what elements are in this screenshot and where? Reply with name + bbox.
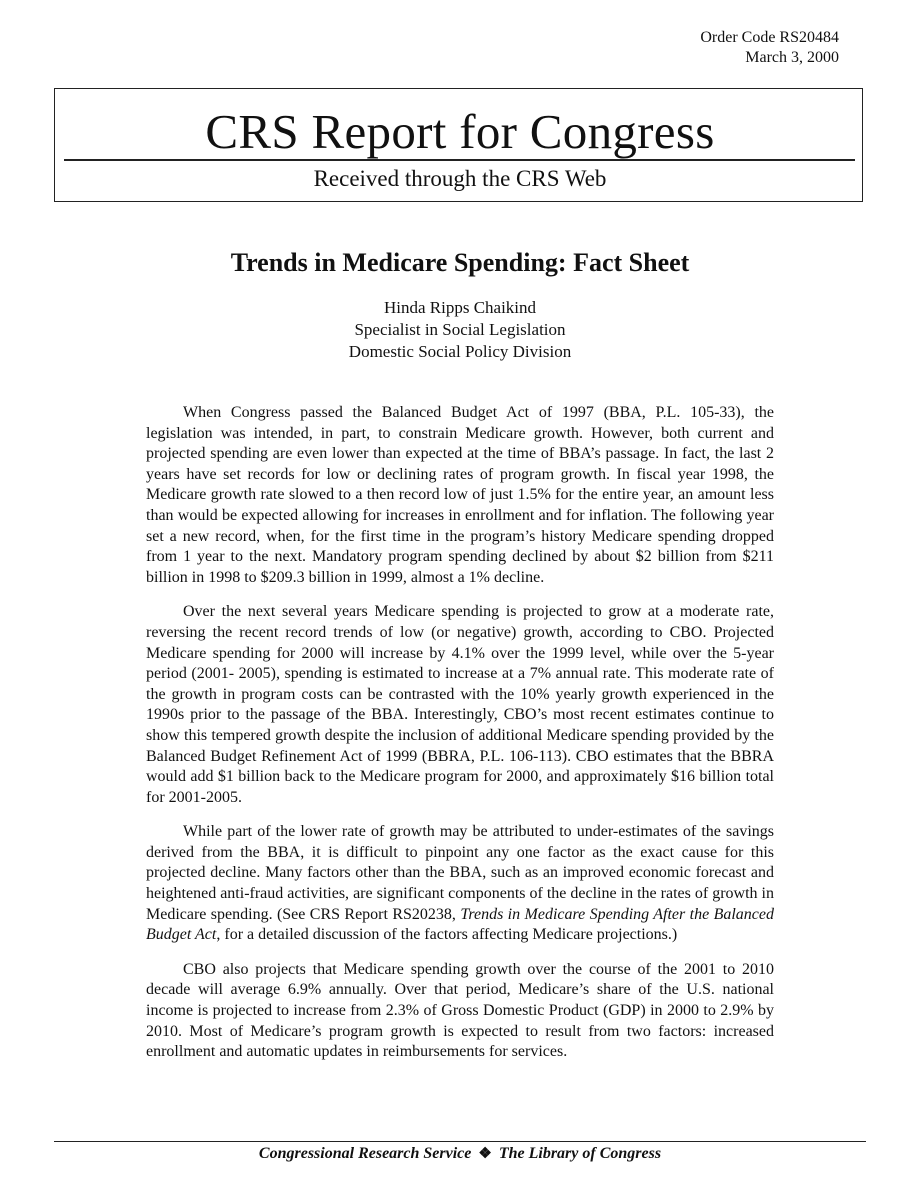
footer-left-text: Congressional Research Service [258,1145,472,1162]
paragraph-4: CBO also projects that Medicare spending growth over the course of the 2001 to 2010 decade will average 6.9% annually. Over that period, Medicare’s share of the U.S. national income is projected to increase from 2.3% of Gross Domestic Product (GDP) in 2000 to 2.9% by 2010. Most of Medicare’s program growth is expected to result from two factors: increased enrollment and automatic updates in reimbursements for services. [146,960,774,1061]
diamond-ornament-icon: ❖ [478,1146,492,1162]
author-title: Specialist in Social Legislation [354,320,566,339]
author-block [0,297,920,363]
document-body [146,403,774,1077]
document-title: Trends in Medicare Spending: Fact Sheet [230,248,690,277]
report-banner-subtitle: Received through the CRS Web [313,166,607,191]
paragraph-3-text-start: While part of the lower rate of growth may be attributed to under-estimates of the savings derived from the BBA, it is difficult to pinpoint any one factor as the exact cause for this projected decline. Many factors other than the BBA, such as an improved economic forecast and heightened anti-fraud activities, are significant components of the decline in the rates of growth in Medicare spending. (See CRS Report RS20238, [146,823,774,923]
report-date: March 3, 2000 [745,49,839,66]
cited-report-title: Trends in Medicare Spending After the Balanced Budget Act [146,905,775,944]
report-banner-title: CRS Report for Congress [205,104,715,159]
paragraph-3 [146,822,774,946]
page-footer [0,1143,920,1165]
footer-divider [54,1141,866,1142]
author-division: Domestic Social Policy Division [348,342,572,361]
paragraph-1: When Congress passed the Balanced Budget Act of 1997 (BBA, P.L. 105-33), the legislation was intended, in part, to constrain Medicare growth. However, both current and projected spending are even lower than expected at the time of BBA’s passage. In fact, the last 2 years have set records for low or declining rates of program growth. In fiscal year 1998, the Medicare growth rate slowed to a then record low of just 1.5% for the entire year, an amount less than would be expected allowing for increases in enrollment and for inflation. The following year set a new record, when, for the first time in the program’s history Medicare spending dropped from 1 year to the next. Mandatory program spending declined by about $2 billion from $211 billion in 1998 to $209.3 billion in 1999, almost a 1% decline. [146,404,774,586]
author-name: Hinda Ripps Chaikind [383,298,537,317]
order-info [700,28,839,68]
footer-right-text: The Library of Congress [498,1145,662,1162]
banner-divider [64,159,855,161]
order-code: Order Code RS20484 [700,29,839,46]
paragraph-3-text-end: , for a detailed discussion of the factors affecting Medicare projections.) [216,926,678,944]
paragraph-2: Over the next several years Medicare spending is projected to grow at a moderate rate, reversing the recent record trends of low (or negative) growth, according to CBO. Projected Medicare spending for 2000 will increase by 4.1% over the 1999 level, while over the 5-year period (2001- 2005), spending is estimated to increase at a 7% annual rate. This moderate rate of the growth in program costs can be contrasted with the 10% yearly growth experienced in the 1990s prior to the passage of the BBA. Interestingly, CBO’s most recent estimates continue to show this tempered growth despite the inclusion of additional Medicare spending provided by the Balanced Budget Refinement Act of 1999 (BBRA, P.L. 106-113). CBO estimates that the BBRA would add $1 billion back to the Medicare program for 2000, and approximately $16 billion total for 2001-2005. [146,603,774,806]
